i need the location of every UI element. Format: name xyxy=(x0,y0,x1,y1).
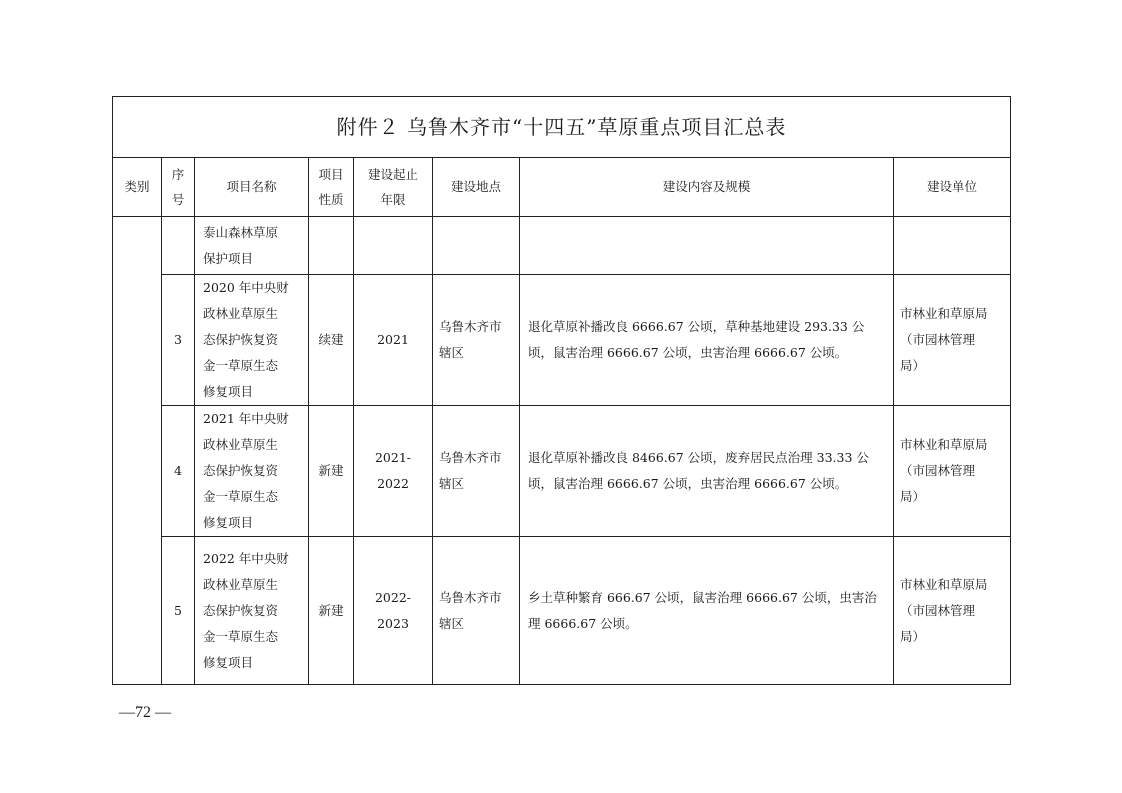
unit-line: 市林业和草原局 xyxy=(900,437,988,452)
table-title: 附件２ 乌鲁木齐市“十四五”草原重点项目汇总表 xyxy=(113,97,1011,158)
unit-line: 市林业和草原局 xyxy=(900,576,988,592)
project-name-cell xyxy=(195,217,309,275)
content-cell: 退化草原补播改良 8466.67 公顷，废弃居民点治理 33.33 公顷，鼠害治理 6666.67 公顷，虫害治理 6666.67 公顷。 xyxy=(520,406,894,537)
table-row xyxy=(113,406,1011,537)
project-name-line: 政林业草原生 xyxy=(203,576,279,592)
location-cell xyxy=(433,275,520,406)
project-name-line: 2020 年中央财 xyxy=(203,280,289,295)
location-line: 乌鲁木齐市 xyxy=(439,450,502,465)
header-nature-line-2: 性质 xyxy=(318,192,344,207)
project-summary-table xyxy=(112,96,1011,685)
table-row xyxy=(113,537,1011,685)
project-name-line: 2022 年中央财 xyxy=(203,550,289,566)
project-name-line: 政林业草原生 xyxy=(203,306,279,321)
nature-cell: 新建 xyxy=(309,406,354,537)
table-row xyxy=(113,275,1011,406)
project-name-line: 金一草原生态 xyxy=(203,358,279,373)
header-nature-line-1: 项目 xyxy=(318,167,344,182)
project-name-line: 态保护恢复资 xyxy=(203,463,279,478)
location-line: 乌鲁木齐市 xyxy=(439,589,502,605)
project-name-cell xyxy=(195,537,309,685)
project-name-line: 金一草原生态 xyxy=(203,628,279,644)
project-name-line: 修复项目 xyxy=(203,384,254,399)
unit-cell xyxy=(894,217,1011,275)
project-name-line: 金一草原生态 xyxy=(203,489,279,504)
project-name-line: 态保护恢复资 xyxy=(203,602,279,618)
seq-cell: 4 xyxy=(162,406,195,537)
project-name-line: 修复项目 xyxy=(203,515,254,530)
project-name-line: 保护项目 xyxy=(203,250,254,266)
header-content: 建设内容及规模 xyxy=(520,158,894,217)
seq-cell xyxy=(162,217,195,275)
project-name-cell xyxy=(195,275,309,406)
header-period xyxy=(354,158,433,217)
project-name-line: 2021 年中央财 xyxy=(203,411,289,426)
title-row xyxy=(113,97,1011,158)
project-name-line: 泰山森林草原 xyxy=(203,224,279,240)
content-cell: 乡土草种繁育 666.67 公顷，鼠害治理 6666.67 公顷，虫害治理 6666.67 公顷。 xyxy=(520,537,894,685)
header-location: 建设地点 xyxy=(433,158,520,217)
header-name: 项目名称 xyxy=(195,158,309,217)
unit-line: 市林业和草原局 xyxy=(900,306,988,321)
header-nature xyxy=(309,158,354,217)
location-cell xyxy=(433,537,520,685)
header-seq-line-2: 号 xyxy=(171,192,185,207)
project-name-line: 态保护恢复资 xyxy=(203,332,279,347)
unit-line: （市园林管理 xyxy=(900,602,976,618)
unit-cell xyxy=(894,406,1011,537)
header-unit: 建设单位 xyxy=(894,158,1011,217)
header-period-line-1: 建设起止 xyxy=(367,167,418,182)
header-seq xyxy=(162,158,195,217)
header-row xyxy=(113,158,1011,217)
location-line: 辖区 xyxy=(439,476,465,491)
category-cell xyxy=(113,217,162,685)
nature-cell xyxy=(309,217,354,275)
header-period-line-2: 年限 xyxy=(380,192,406,207)
nature-cell: 续建 xyxy=(309,275,354,406)
project-name-cell xyxy=(195,406,309,537)
content-cell xyxy=(520,217,894,275)
unit-line: 局） xyxy=(900,628,926,644)
seq-cell: 3 xyxy=(162,275,195,406)
location-line: 辖区 xyxy=(439,615,465,631)
unit-cell xyxy=(894,275,1011,406)
header-category: 类别 xyxy=(113,158,162,217)
seq-cell: 5 xyxy=(162,537,195,685)
period-cell xyxy=(354,217,433,275)
location-cell xyxy=(433,406,520,537)
unit-line: 局） xyxy=(900,489,926,504)
unit-line: 局） xyxy=(900,358,926,373)
nature-cell: 新建 xyxy=(309,537,354,685)
project-name-line: 修复项目 xyxy=(203,654,254,670)
table-row xyxy=(113,217,1011,275)
unit-line: （市园林管理 xyxy=(900,463,976,478)
content-cell: 退化草原补播改良 6666.67 公顷，草种基地建设 293.33 公顷，鼠害治理 6666.67 公顷，虫害治理 6666.67 公顷。 xyxy=(520,275,894,406)
project-name-line: 政林业草原生 xyxy=(203,437,279,452)
page-number: —72 — xyxy=(119,704,171,721)
unit-cell xyxy=(894,537,1011,685)
period-cell: 2022-2023 xyxy=(354,537,433,685)
period-cell: 2021 xyxy=(354,275,433,406)
location-cell xyxy=(433,217,520,275)
location-line: 辖区 xyxy=(439,345,465,360)
location-line: 乌鲁木齐市 xyxy=(439,319,502,334)
header-seq-line-1: 序 xyxy=(171,167,185,182)
unit-line: （市园林管理 xyxy=(900,332,976,347)
period-cell: 2021-2022 xyxy=(354,406,433,537)
